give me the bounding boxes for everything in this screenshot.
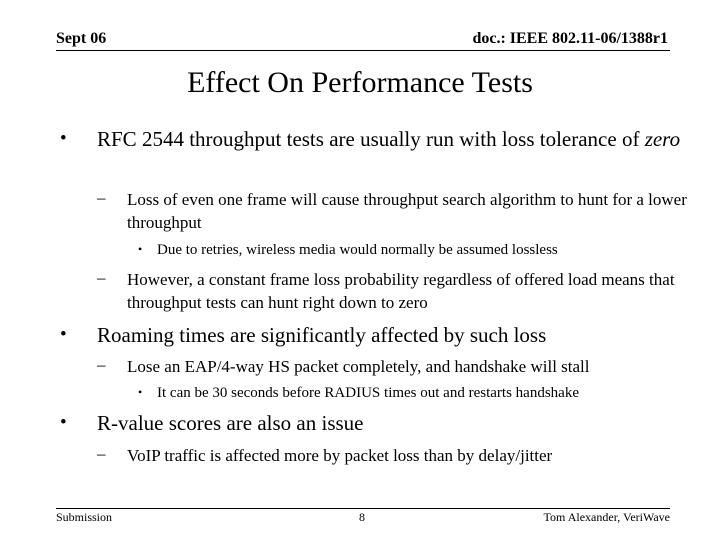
sub-bullet-3-1-text: VoIP traffic is affected more by packet loss than by delay/jitter — [127, 446, 553, 465]
sub-sub-bullet-marker: • — [138, 385, 143, 399]
bullet-1-text-italic: zero — [644, 127, 681, 151]
bullet-2-text: Roaming times are significantly affected by such loss — [97, 323, 547, 347]
sub-bullet-marker: – — [97, 355, 106, 374]
header-doc-id: doc.: IEEE 802.11-06/1388r1 — [472, 30, 668, 47]
footer-submission: Submission — [56, 510, 113, 524]
sub-sub-bullet-marker: • — [138, 242, 143, 256]
bullet-1-text — [97, 127, 687, 152]
sub-bullet-marker: – — [97, 444, 106, 463]
sub-bullet-marker: – — [97, 268, 106, 287]
sub-bullet-1-1-text: Loss of even one frame will cause throughput search algorithm to hunt for a lower throughput — [127, 190, 687, 232]
footer-rule — [56, 508, 670, 509]
slide-title: Effect On Performance Tests — [187, 66, 533, 99]
footer-author: Tom Alexander, VeriWave — [543, 510, 670, 524]
sub-bullet-1-2-text: However, a constant frame loss probability regardless of offered load means that throughput tests can hunt right down to zero — [127, 270, 675, 312]
header-date: Sept 06 — [56, 30, 107, 47]
bullet-marker: • — [60, 128, 67, 149]
sub-bullet-2-1-text: Lose an EAP/4-way HS packet completely, and handshake will stall — [127, 357, 590, 376]
bullet-marker: • — [60, 412, 67, 433]
sub-bullet-marker: – — [97, 188, 106, 207]
bullet-1-text-main: RFC 2544 throughput tests are usually run with loss tolerance of — [97, 127, 645, 151]
footer-page-number: 8 — [359, 510, 365, 524]
bullet-3-text: R-value scores are also an issue — [97, 411, 364, 435]
bullet-marker: • — [60, 324, 67, 345]
sub-sub-bullet-1-1-1-text: Due to retries, wireless media would normally be assumed lossless — [157, 242, 558, 258]
sub-sub-bullet-2-1-1-text: It can be 30 seconds before RADIUS times out and restarts handshake — [157, 385, 579, 401]
header-rule — [56, 50, 670, 51]
